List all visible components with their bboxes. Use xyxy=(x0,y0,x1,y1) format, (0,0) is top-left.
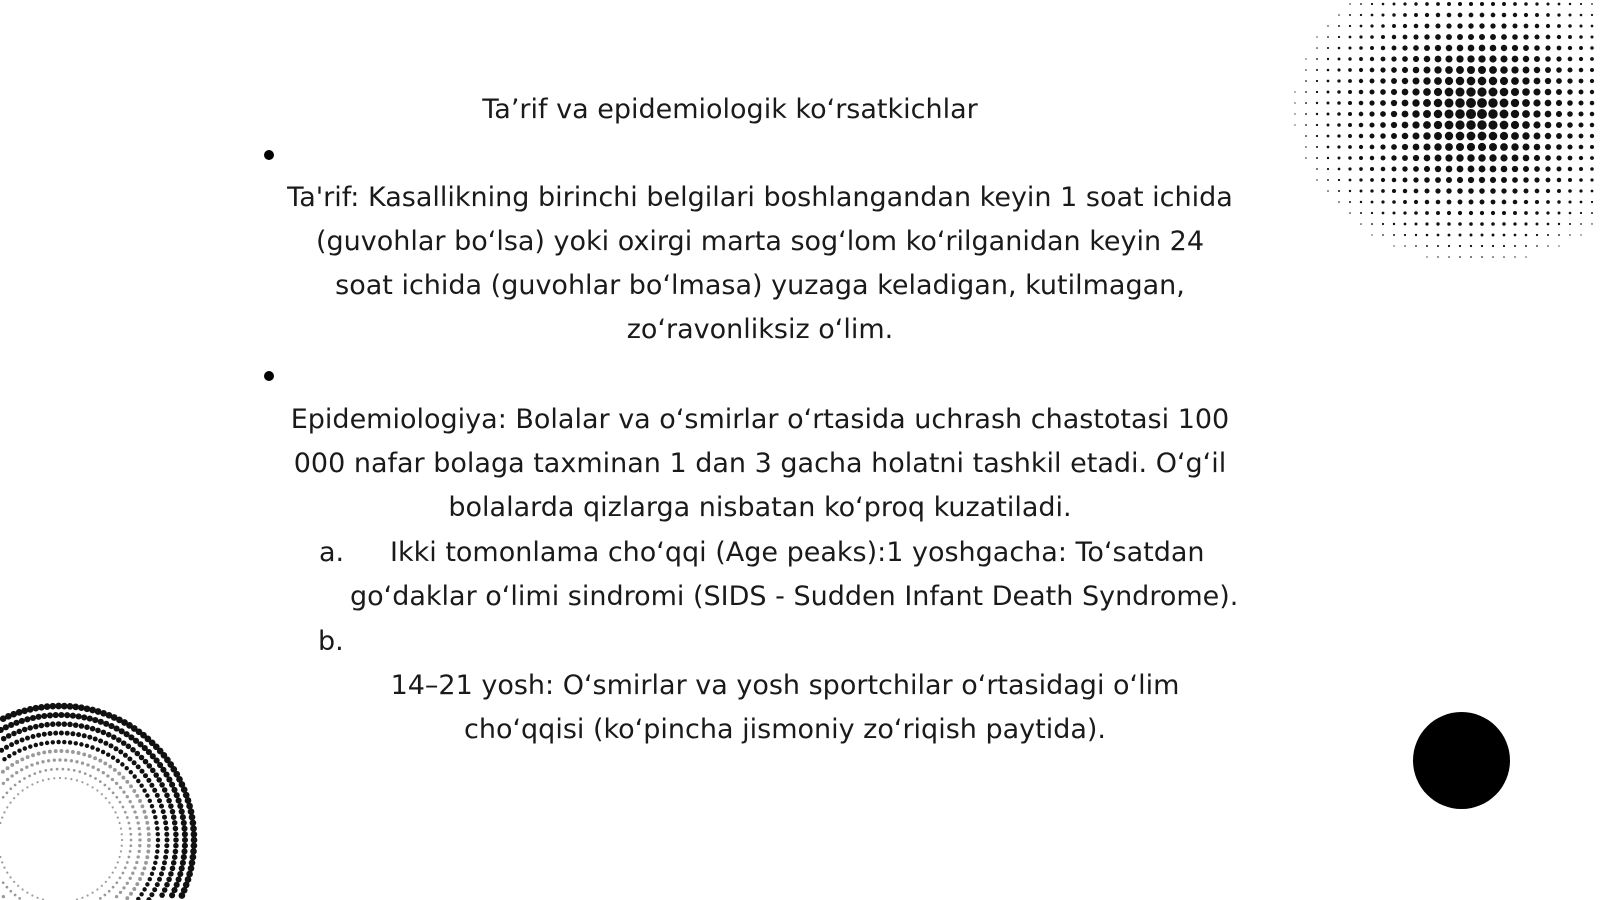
bullet-epidemiology xyxy=(264,371,274,381)
definition-text: Ta'rif: Kasallikning birinchi belgilari boshlangandan keyin 1 soat ichida (guvohlar bo‘lsa) yoki oxirgi marta sog‘lom ko‘rilganidan keyin 24 soat ichida (guvohlar bo‘lmasa) yuzaga keladigan, kutilmagan, zo‘ravonliksiz o‘lim. xyxy=(287,182,1233,345)
slide-title: Ta’rif va epidemiologik ko‘rsatkichlar xyxy=(482,94,978,125)
adolescent-peak-text: 14–21 yosh: O‘smirlar va yosh sportchilar o‘rtasidagi o‘lim cho‘qqisi (ko‘pincha jismoniy zo‘riqish paytida). xyxy=(390,670,1180,745)
halftone-ring-pattern-bottom-left xyxy=(0,690,210,900)
black-circle-decoration xyxy=(1413,712,1510,809)
halftone-dot-pattern-top-right xyxy=(1280,0,1600,290)
list-marker-a: a. xyxy=(319,537,345,568)
age-peaks-continuation: go‘daklar o‘limi sindromi (SIDS - Sudden Infant Death Syndrome). xyxy=(350,581,1239,612)
list-marker-b: b. xyxy=(318,626,344,657)
bullet-definition xyxy=(264,150,274,160)
epidemiology-text: Epidemiologiya: Bolalar va o‘smirlar o‘rtasida uchrash chastotasi 100 000 nafar bolaga taxminan 1 dan 3 gacha holatni tashkil etadi. O‘g‘il bolalarda qizlarga nisbatan ko‘proq kuzatiladi. xyxy=(290,404,1230,523)
age-peaks-first-line: Ikki tomonlama cho‘qqi (Age peaks):1 yoshgacha: To‘satdan xyxy=(390,537,1205,568)
